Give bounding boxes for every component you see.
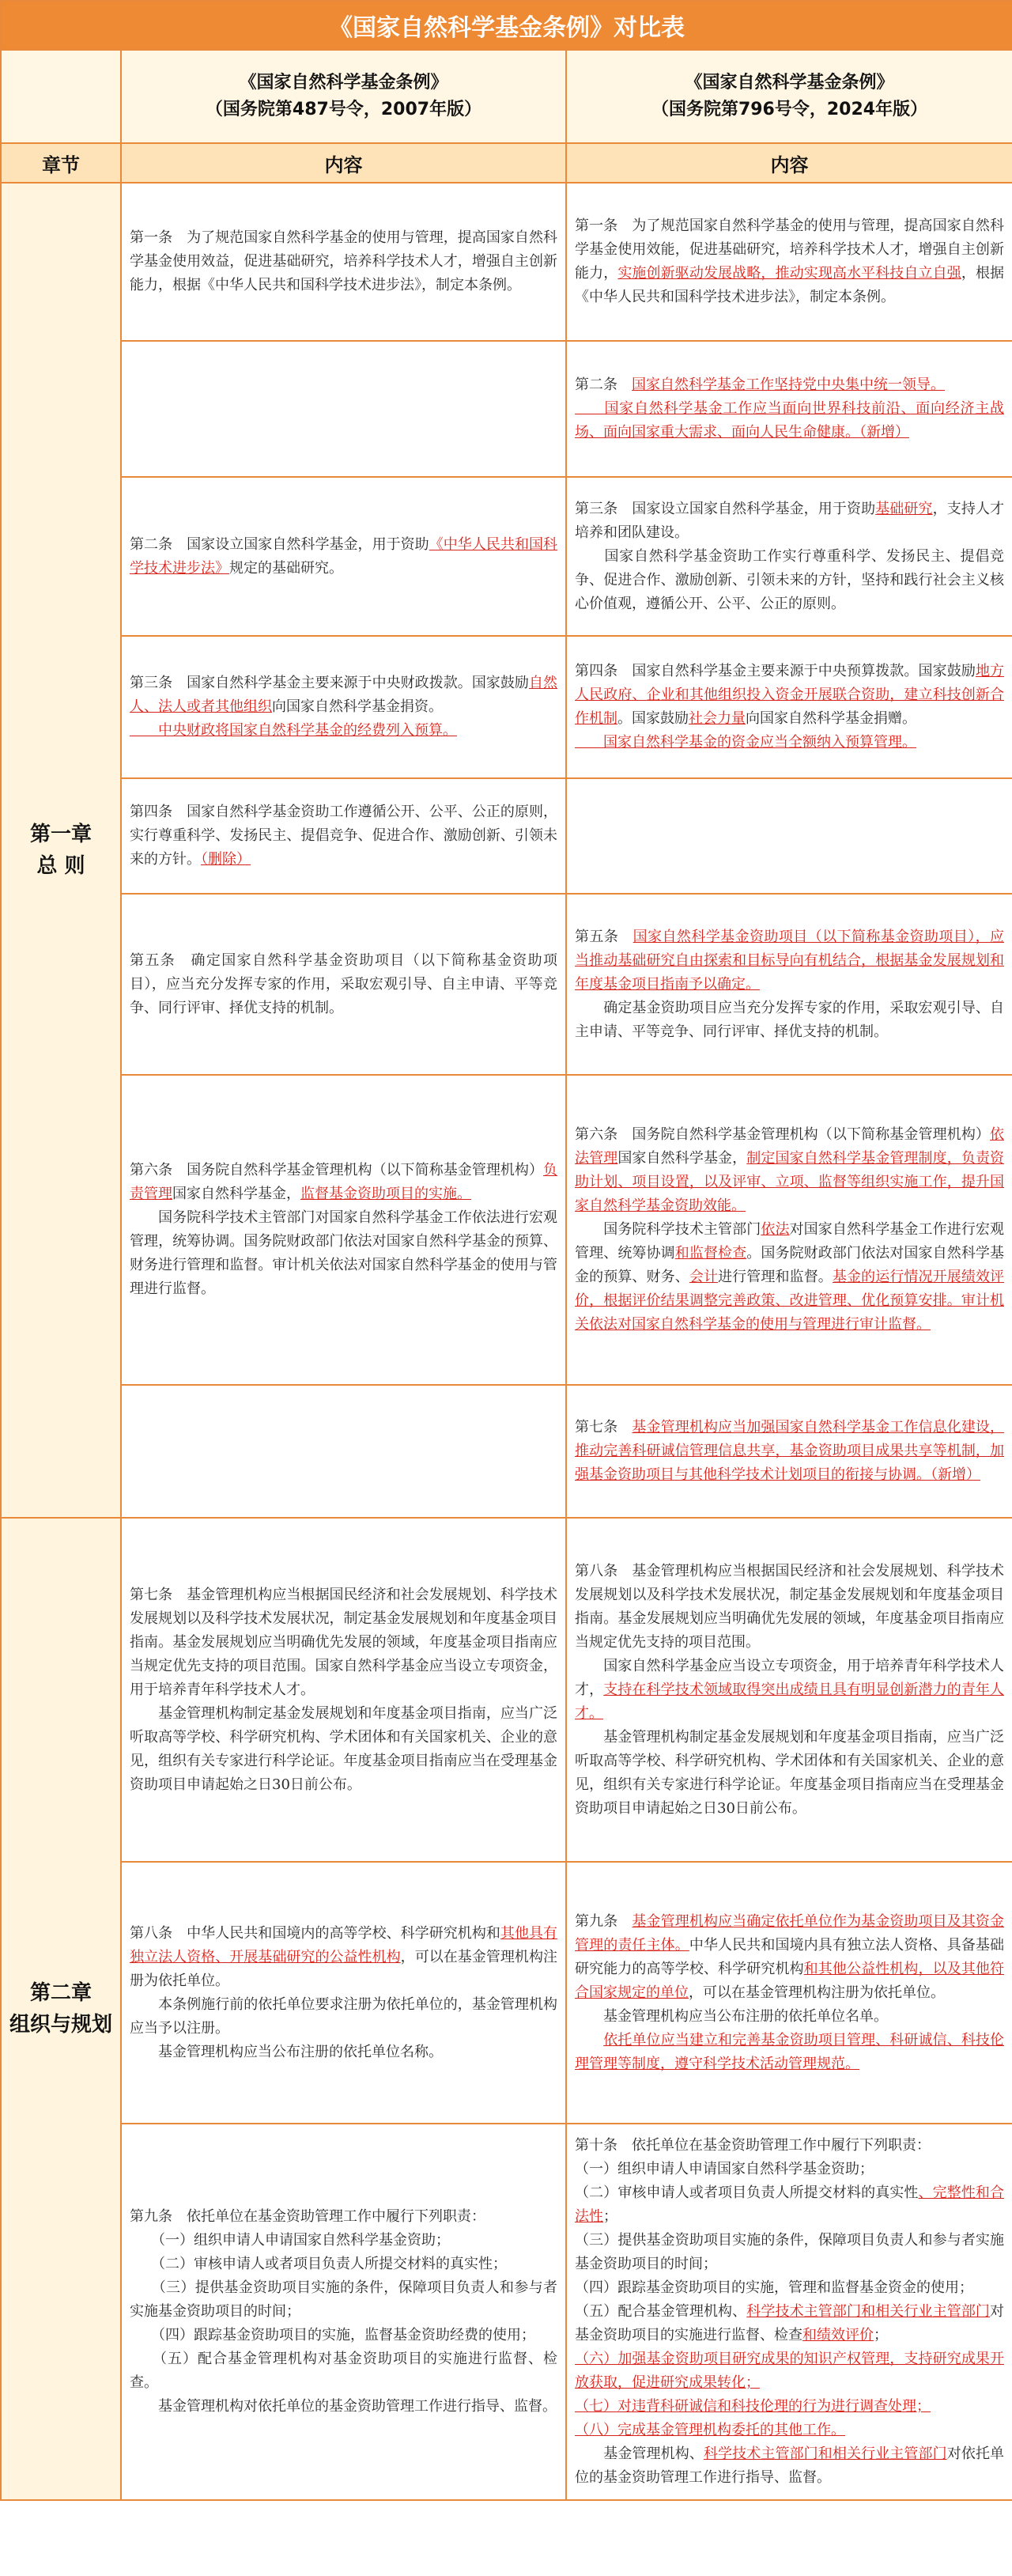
article-text: 国家自然科学基金， <box>172 1186 300 1202</box>
article-text: （二）审核申请人或者项目负责人所提交材料的真实性 <box>575 2184 919 2201</box>
old-article-cell <box>121 341 566 477</box>
article-paragraph <box>575 2229 1004 2276</box>
article-text: （三）提供基金资助项目实施的条件，保障项目负责人和参与者实施基金资助项目的时间； <box>575 2232 1005 2272</box>
article-paragraph <box>130 671 557 719</box>
revised-text: 国家自然科学基金资助项目（以下简称基金资助项目），应当推动基础研究自由探索和目标导向有机结合，根据基金发展规划和年度基金项目指南予以确定。 <box>575 928 1005 993</box>
table-title: 《国家自然科学基金条例》对比表 <box>1 1 1012 50</box>
article-text: 第一条 为了规范国家自然科学基金的使用与管理，提高国家自然科学基金使用效能，促进基础研究，培养科学技术人才，增强自主创新能力， <box>575 218 1005 282</box>
article-paragraph <box>130 533 557 581</box>
article-paragraph <box>575 997 1004 1044</box>
article-text: 。国务院财政部门依法对国家自然科学基金的预算、财务、 <box>575 1245 1005 1285</box>
article-paragraph <box>575 2395 1004 2419</box>
article-text: 基金管理机构对依托单位的基金资助管理工作进行指导、监督。 <box>130 2398 557 2415</box>
article-text: （五）配合基金管理机构、 <box>575 2303 747 2320</box>
article-text: 第五条 确定国家自然科学基金资助项目（以下简称基金资助项目），应当充分发挥专家的作用，采取宏观引导、自主申请、平等竞争、同行评审、择优支持的机制。 <box>130 951 557 1016</box>
article-paragraph <box>575 1910 1004 2005</box>
revised-text: （八）完成基金管理机构委托的其他工作。 <box>575 2422 845 2438</box>
article-text: 第一条 为了规范国家自然科学基金的使用与管理，提高国家自然科学基金使用效益，促进基础研究，培养科学技术人才，增强自主创新能力，根据《中华人民共和国科学技术进步法》，制定本条例。 <box>130 229 557 293</box>
article-paragraph <box>575 1416 1004 1487</box>
revised-text: 国家自然科学基金的资金应当全额纳入预算管理。 <box>575 734 916 751</box>
revised-text: 和监督检查 <box>674 1245 747 1262</box>
new-article-cell <box>566 894 1012 1075</box>
new-article-cell <box>566 778 1012 894</box>
old-article-cell <box>121 778 566 894</box>
revised-text: 依法管理 <box>575 1126 1005 1167</box>
article-paragraph <box>575 2347 1004 2395</box>
revised-text: 科学技术主管部门和相关行业主管部门 <box>746 2303 991 2320</box>
revised-text: 科学技术主管部门和相关行业主管部门 <box>703 2445 947 2462</box>
header-new-version <box>566 50 1012 143</box>
article-paragraph <box>575 373 1004 397</box>
new-regulation-version: （国务院第796号令，2024年版） <box>651 100 928 119</box>
new-article-cell <box>566 2124 1012 2500</box>
revised-text: 依法 <box>761 1221 790 1238</box>
new-article-cell <box>566 1518 1012 1862</box>
article-paragraph <box>575 2419 1004 2442</box>
article-paragraph <box>575 2181 1004 2229</box>
article-paragraph <box>575 2005 1004 2029</box>
article-text: 第三条 国家自然科学基金主要来源于中央财政拨款。国家鼓励 <box>130 675 529 691</box>
header-old-version <box>121 50 566 143</box>
revised-text: 基金的运行情况开展绩效评价，根据评价结果调整完善政策、改进管理、优化预算安排。审计机关依法对国家自然科学基金的使用与管理进行审计监督。 <box>575 1269 1005 1333</box>
revised-text: 会计 <box>689 1269 719 1285</box>
revised-text: 基金管理机构应当加强国家自然科学基金工作信息化建设，推动完善科研诚信管理信息共享，基金资助项目成果共享等机制，加强基金资助项目与其他科学技术计划项目的衔接与协调。（新增） <box>575 1419 1005 1483</box>
revised-text: 基金管理机构应当确定依托单位作为基金资助项目及其资金管理的责任主体。 <box>575 1912 1005 1954</box>
article-text: （四）跟踪基金资助项目的实施，管理和监督基金资金的使用； <box>575 2279 973 2296</box>
article-text: 第九条 <box>575 1912 632 1930</box>
old-article-cell <box>121 2124 566 2500</box>
revised-text: （六）加强基金资助项目研究成果的知识产权管理，支持研究成果开放获取，促进研究成果转化； <box>575 2351 1005 2391</box>
article-text: 第七条 基金管理机构应当根据国民经济和社会发展规划、科学技术发展规划以及科学技术发展状况，制定基金发展规划和年度基金项目指南。基金发展规划应当明确优先发展的领域，年度基金项目指南应当规定优先支持的项目范围。国家自然科学基金应当设立专项资金，用于培养青年科学技术人才。 <box>130 1586 557 1698</box>
article-text: 基金管理机构、 <box>575 2445 704 2462</box>
article-text: （一）组织申请人申请国家自然科学基金资助； <box>575 2161 874 2177</box>
article-text: ； <box>603 2208 617 2225</box>
old-article-cell <box>121 894 566 1075</box>
chapter-number: 第一章 <box>29 823 92 846</box>
article-text: 第八条 中华人民共和国境内的高等学校、科学研究机构和 <box>130 1924 500 1942</box>
article-paragraph <box>575 397 1004 444</box>
article-text: 第四条 国家自然科学基金主要来源于中央预算拨款。国家鼓励 <box>575 663 976 679</box>
article-paragraph <box>575 1655 1004 1726</box>
revised-text: 社会力量 <box>689 710 746 727</box>
article-text: 国务院科学技术主管部门 <box>575 1221 761 1238</box>
header-blank <box>1 50 121 143</box>
article-text: 对国家自然科学基金工作进行宏观管理、统筹协调 <box>575 1221 1005 1262</box>
article-paragraph <box>130 2395 557 2419</box>
article-text: （四）跟踪基金资助项目的实施，监督基金资助经费的使用； <box>130 2327 535 2343</box>
revised-text: 负责管理 <box>130 1162 557 1202</box>
new-article-cell <box>566 1862 1012 2124</box>
old-article-cell <box>121 183 566 341</box>
article-paragraph <box>575 2158 1004 2181</box>
article-paragraph <box>575 1726 1004 1821</box>
article-text: ，根据《中华人民共和国科学技术进步法》，制定本条例。 <box>575 265 1005 305</box>
revised-text: 国家自然科学基金工作应当面向世界科技前沿、面向经济主战场、面向国家重大需求、面向人民生命健康。（新增） <box>575 400 1005 441</box>
chapter-number: 第二章 <box>29 1981 92 2005</box>
article-paragraph <box>130 1583 557 1702</box>
article-paragraph <box>130 2276 557 2324</box>
revised-text: 其他具有独立法人资格、开展基础研究的公益性机构 <box>130 1924 558 1965</box>
article-text: 第九条 依托单位在基金资助管理工作中履行下列职责： <box>130 2208 485 2225</box>
article-paragraph <box>130 1159 557 1206</box>
article-paragraph <box>130 1702 557 1797</box>
article-paragraph <box>130 2229 557 2253</box>
article-paragraph <box>130 2205 557 2229</box>
article-paragraph <box>575 660 1004 731</box>
article-paragraph <box>575 2442 1004 2490</box>
article-text: 基金管理机构制定基金发展规划和年度基金项目指南，应当广泛听取高等学校、科学研究机构、学术团体和有关国家机关、企业的意见，组织有关专家进行科学论证。年度基金项目指南应当在受理基金资助项目申请起始之日30日前公布。 <box>130 1704 557 1793</box>
article-text: （五）配合基金管理机构对基金资助项目的实施进行监督、检查。 <box>130 2351 557 2391</box>
revised-text: 依托单位应当建立和完善基金资助项目管理、科研诚信、科技伦理管理等制度，遵守科学技术活动管理规范。 <box>575 2031 1005 2072</box>
old-article-cell <box>121 1862 566 2124</box>
article-text: 第七条 <box>575 1419 632 1436</box>
article-paragraph <box>130 2253 557 2276</box>
revised-text: 和其他公益性机构，以及其他符合国家规定的单位 <box>575 1960 1005 2001</box>
article-paragraph <box>130 226 557 297</box>
article-text: 中华人民共和国境内具有独立法人资格、具备基础研究能力的高等学校、科学研究机构 <box>575 1936 1005 1977</box>
article-text: 第八条 基金管理机构应当根据国民经济和社会发展规划、科学技术发展规划以及科学技术发展状况，制定基金发展规划和年度基金项目指南。基金发展规划应当明确优先发展的领域，年度基金项目指南应当规定优先支持的项目范围。 <box>575 1562 1005 1651</box>
chapter-title: 总 则 <box>36 854 85 878</box>
article-text: ，可以在基金管理机构注册为依托单位。 <box>130 1948 558 1989</box>
article-paragraph <box>575 1560 1004 1655</box>
article-text: 第十条 依托单位在基金资助管理工作中履行下列职责： <box>575 2137 931 2154</box>
article-text: 向国家自然科学基金捐赠。 <box>746 710 916 727</box>
article-text: 第三条 国家设立国家自然科学基金，用于资助 <box>575 500 876 517</box>
article-text: 确定基金资助项目应当充分发挥专家的作用，采取宏观引导、自主申请、平等竞争、同行评审、择优支持的机制。 <box>575 999 1005 1040</box>
old-article-cell <box>121 636 566 778</box>
revised-text: 制定国家自然科学基金管理制度，负责资助计划、项目设置，以及评审、立项、监督等组织实施工作，提升国家自然科学基金资助效能。 <box>575 1150 1005 1214</box>
revised-text: 和绩效评价 <box>802 2327 874 2343</box>
revised-text: 基础研究 <box>875 500 933 517</box>
article-paragraph <box>130 1922 557 1993</box>
new-article-cell <box>566 1075 1012 1385</box>
new-article-cell <box>566 477 1012 636</box>
old-content-column-header: 内容 <box>121 143 566 183</box>
revised-text: 、完整性和合法性 <box>575 2184 1005 2225</box>
article-text: 第五条 <box>575 928 633 945</box>
article-text: 第四条 国家自然科学基金资助工作遵循公开、公平、公正的原则，实行尊重科学、发扬民主、提倡竞争、促进合作、激励创新、引领未来的方针。 <box>130 804 557 868</box>
article-text: 基金管理机构应当公布注册的依托单位名称。 <box>130 2043 443 2060</box>
article-text: ，可以在基金管理机构注册为依托单位。 <box>689 1984 945 2001</box>
article-text: 第六条 国务院自然科学基金管理机构（以下简称基金管理机构） <box>575 1126 991 1143</box>
revised-text: 自然人、法人或者其他组织 <box>130 675 558 715</box>
article-text: （三）提供基金资助项目实施的条件，保障项目负责人和参与者实施基金资助项目的时间； <box>130 2279 557 2320</box>
article-text: ； <box>874 2327 888 2343</box>
article-paragraph <box>575 731 1004 755</box>
article-paragraph <box>575 2134 1004 2158</box>
article-text: 第六条 国务院自然科学基金管理机构（以下简称基金管理机构） <box>130 1162 543 1178</box>
article-paragraph <box>575 545 1004 616</box>
article-text: 向国家自然科学基金捐资。 <box>272 698 443 715</box>
revised-text: 国家自然科学基金工作坚持党中央集中统一领导。 <box>632 376 945 393</box>
article-text: 第二条 <box>575 376 632 393</box>
article-paragraph <box>130 1206 557 1301</box>
article-paragraph <box>575 925 1004 997</box>
article-paragraph <box>130 2041 557 2064</box>
old-article-cell <box>121 477 566 636</box>
article-paragraph <box>575 1218 1004 1337</box>
old-article-cell <box>121 1385 566 1518</box>
article-text <box>575 2032 603 2048</box>
article-text: 进行管理和监督。 <box>718 1269 833 1285</box>
article-text: （二）审核申请人或者项目负责人所提交材料的真实性； <box>130 2256 507 2272</box>
revised-text: 监督基金资助项目的实施。 <box>300 1186 471 1202</box>
article-text: 国家自然科学基金资助工作实行尊重科学、发扬民主、提倡竞争、促进合作、激励创新、引领未来的方针，坚持和践行社会主义核心价值观，遵循公开、公平、公正的原则。 <box>575 547 1005 612</box>
new-content-column-header: 内容 <box>566 143 1012 183</box>
article-text: 基金管理机构制定基金发展规划和年度基金项目指南，应当广泛听取高等学校、科学研究机构、学术团体和有关国家机关、企业的意见，组织有关专家进行科学论证。年度基金项目指南应当在受理基金资助项目申请起始之日30日前公布。 <box>575 1728 1005 1817</box>
article-text: 。国家鼓励 <box>617 710 689 727</box>
chapter-1-cell <box>1 183 121 1518</box>
article-paragraph <box>130 949 557 1020</box>
article-paragraph <box>130 2324 557 2347</box>
article-text: 国务院科学技术主管部门对国家自然科学基金工作依法进行宏观管理，统筹协调。国务院财政部门依法对国家自然科学基金的预算、财务进行管理和监督。审计机关依法对国家自然科学基金的使用与管理进行监督。 <box>130 1209 557 1297</box>
old-regulation-name: 《国家自然科学基金条例》 <box>239 73 448 93</box>
new-article-cell <box>566 636 1012 778</box>
revised-text: （七）对违背科研诚信和科技伦理的行为进行调查处理； <box>575 2398 931 2415</box>
article-paragraph <box>130 719 557 743</box>
new-article-cell <box>566 183 1012 341</box>
revised-text: 地方人民政府、企业和其他组织投入资金开展联合资助，建立科技创新合作机制 <box>575 663 1005 727</box>
new-article-cell <box>566 1385 1012 1518</box>
article-text: 对依托单位的基金资助管理工作进行指导、监督。 <box>575 2445 1005 2486</box>
revised-text: 《中华人民共和国科学技术进步法》 <box>130 535 558 577</box>
article-paragraph <box>130 1993 557 2041</box>
old-article-cell <box>121 1518 566 1862</box>
revised-text: （删除） <box>201 851 251 868</box>
article-paragraph <box>575 2276 1004 2300</box>
article-text: 规定的基础研究。 <box>229 559 343 577</box>
revised-text: 中央财政将国家自然科学基金的经费列入预算。 <box>130 722 457 739</box>
article-paragraph <box>575 2300 1004 2347</box>
article-paragraph <box>575 214 1004 309</box>
article-text: 国家自然科学基金， <box>617 1150 747 1167</box>
article-paragraph <box>575 497 1004 545</box>
article-text: （一）组织申请人申请国家自然科学基金资助； <box>130 2232 450 2249</box>
chapter-column-header: 章节 <box>1 143 121 183</box>
article-paragraph <box>130 2347 557 2395</box>
old-article-cell <box>121 1075 566 1385</box>
article-text: 第二条 国家设立国家自然科学基金，用于资助 <box>130 535 429 553</box>
article-paragraph <box>575 1123 1004 1218</box>
article-text: 对基金资助项目的实施进行监督、检查 <box>575 2303 1005 2343</box>
article-text: 本条例施行前的依托单位要求注册为依托单位的，基金管理机构应当予以注册。 <box>130 1995 557 2037</box>
article-paragraph <box>575 2029 1004 2076</box>
article-text: ，支持人才培养和团队建设。 <box>575 500 1005 541</box>
chapter-2-cell <box>1 1518 121 2500</box>
old-regulation-version: （国务院第487号令，2007年版） <box>205 100 482 119</box>
article-text: 国家自然科学基金应当设立专项资金，用于培养青年科学技术人才， <box>575 1657 1005 1698</box>
chapter-title: 组织与规划 <box>9 2013 112 2037</box>
article-paragraph <box>130 800 557 872</box>
revised-text: 支持在科学技术领域取得突出成绩且具有明显创新潜力的青年人才。 <box>575 1681 1005 1722</box>
revised-text: 实施创新驱动发展战略，推动实现高水平科技自立自强 <box>617 265 961 282</box>
new-article-cell <box>566 341 1012 477</box>
article-text: 基金管理机构应当公布注册的依托单位名单。 <box>575 2007 888 2025</box>
new-regulation-name: 《国家自然科学基金条例》 <box>685 73 894 93</box>
